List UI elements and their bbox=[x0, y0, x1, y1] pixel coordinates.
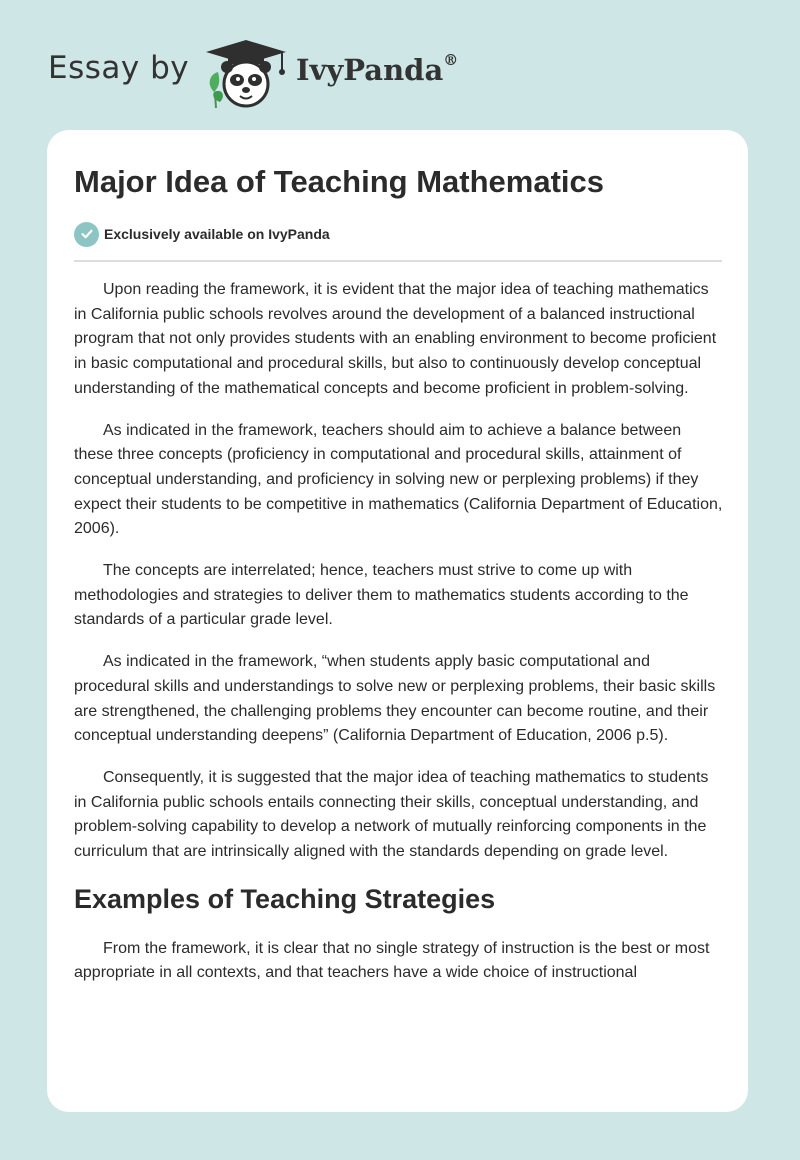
paragraph: Upon reading the framework, it is evident that the major idea of teaching mathematics in California public schools revolves around the development of a balanced instructional program that not only provides students with an enabling environment to become proficient in basic computational and procedural skills, but also to continuously develop conceptual understanding of the mathematical concepts and become proficient in problem-solving. bbox=[74, 281, 717, 397]
exclusive-badge bbox=[74, 221, 330, 247]
essay-card bbox=[47, 130, 748, 1112]
divider bbox=[74, 260, 722, 262]
check-circle-icon bbox=[74, 222, 99, 247]
brand-name: IvyPanda bbox=[296, 53, 444, 87]
panda-logo-icon[interactable] bbox=[200, 36, 292, 110]
paragraph: As indicated in the framework, “when students apply basic computational and procedural skills and understandings to solve new or perplexing problems, their basic skills are strengthened, the challenging problems they encounter can become routine, and their conceptual understanding deepens” (California Department of Education, 2006 p.5). bbox=[74, 653, 716, 745]
paragraph: Consequently, it is suggested that the major idea of teaching mathematics to students in California public schools entails connecting their skills, conceptual understanding, and problem-solving capability to develop a network of mutually reinforcing components in the curriculum that are intrinsically aligned with the standards depending on grade level. bbox=[74, 768, 709, 861]
page-title: Major Idea of Teaching Mathematics bbox=[74, 164, 604, 199]
registered-mark: ® bbox=[443, 51, 459, 70]
essay-by-label: Essay by bbox=[48, 50, 190, 86]
essay-body bbox=[74, 278, 724, 1003]
paragraph: As indicated in the framework, teachers should aim to achieve a balance between these three concepts (proficiency in computational and procedural skills, attainment of conceptual understanding, and proficiency in solving new or perplexing problems) if they expect their students to be competitive in mathematics (California Department of Education, 2006). bbox=[74, 421, 723, 538]
paragraph: The concepts are interrelated; hence, teachers must strive to come up with methodologies and strategies to deliver them to mathematics students according to the standards of a particular grade level. bbox=[74, 562, 689, 629]
brand-logo-text[interactable] bbox=[296, 53, 458, 87]
badge-label: Exclusively available on IvyPanda bbox=[104, 226, 330, 242]
site-header bbox=[0, 0, 800, 130]
paragraph: From the framework, it is clear that no single strategy of instruction is the best or most appropriate in all contexts, and that teachers have a wide choice of instructional bbox=[74, 939, 710, 982]
section-heading: Examples of Teaching Strategies bbox=[74, 883, 496, 914]
